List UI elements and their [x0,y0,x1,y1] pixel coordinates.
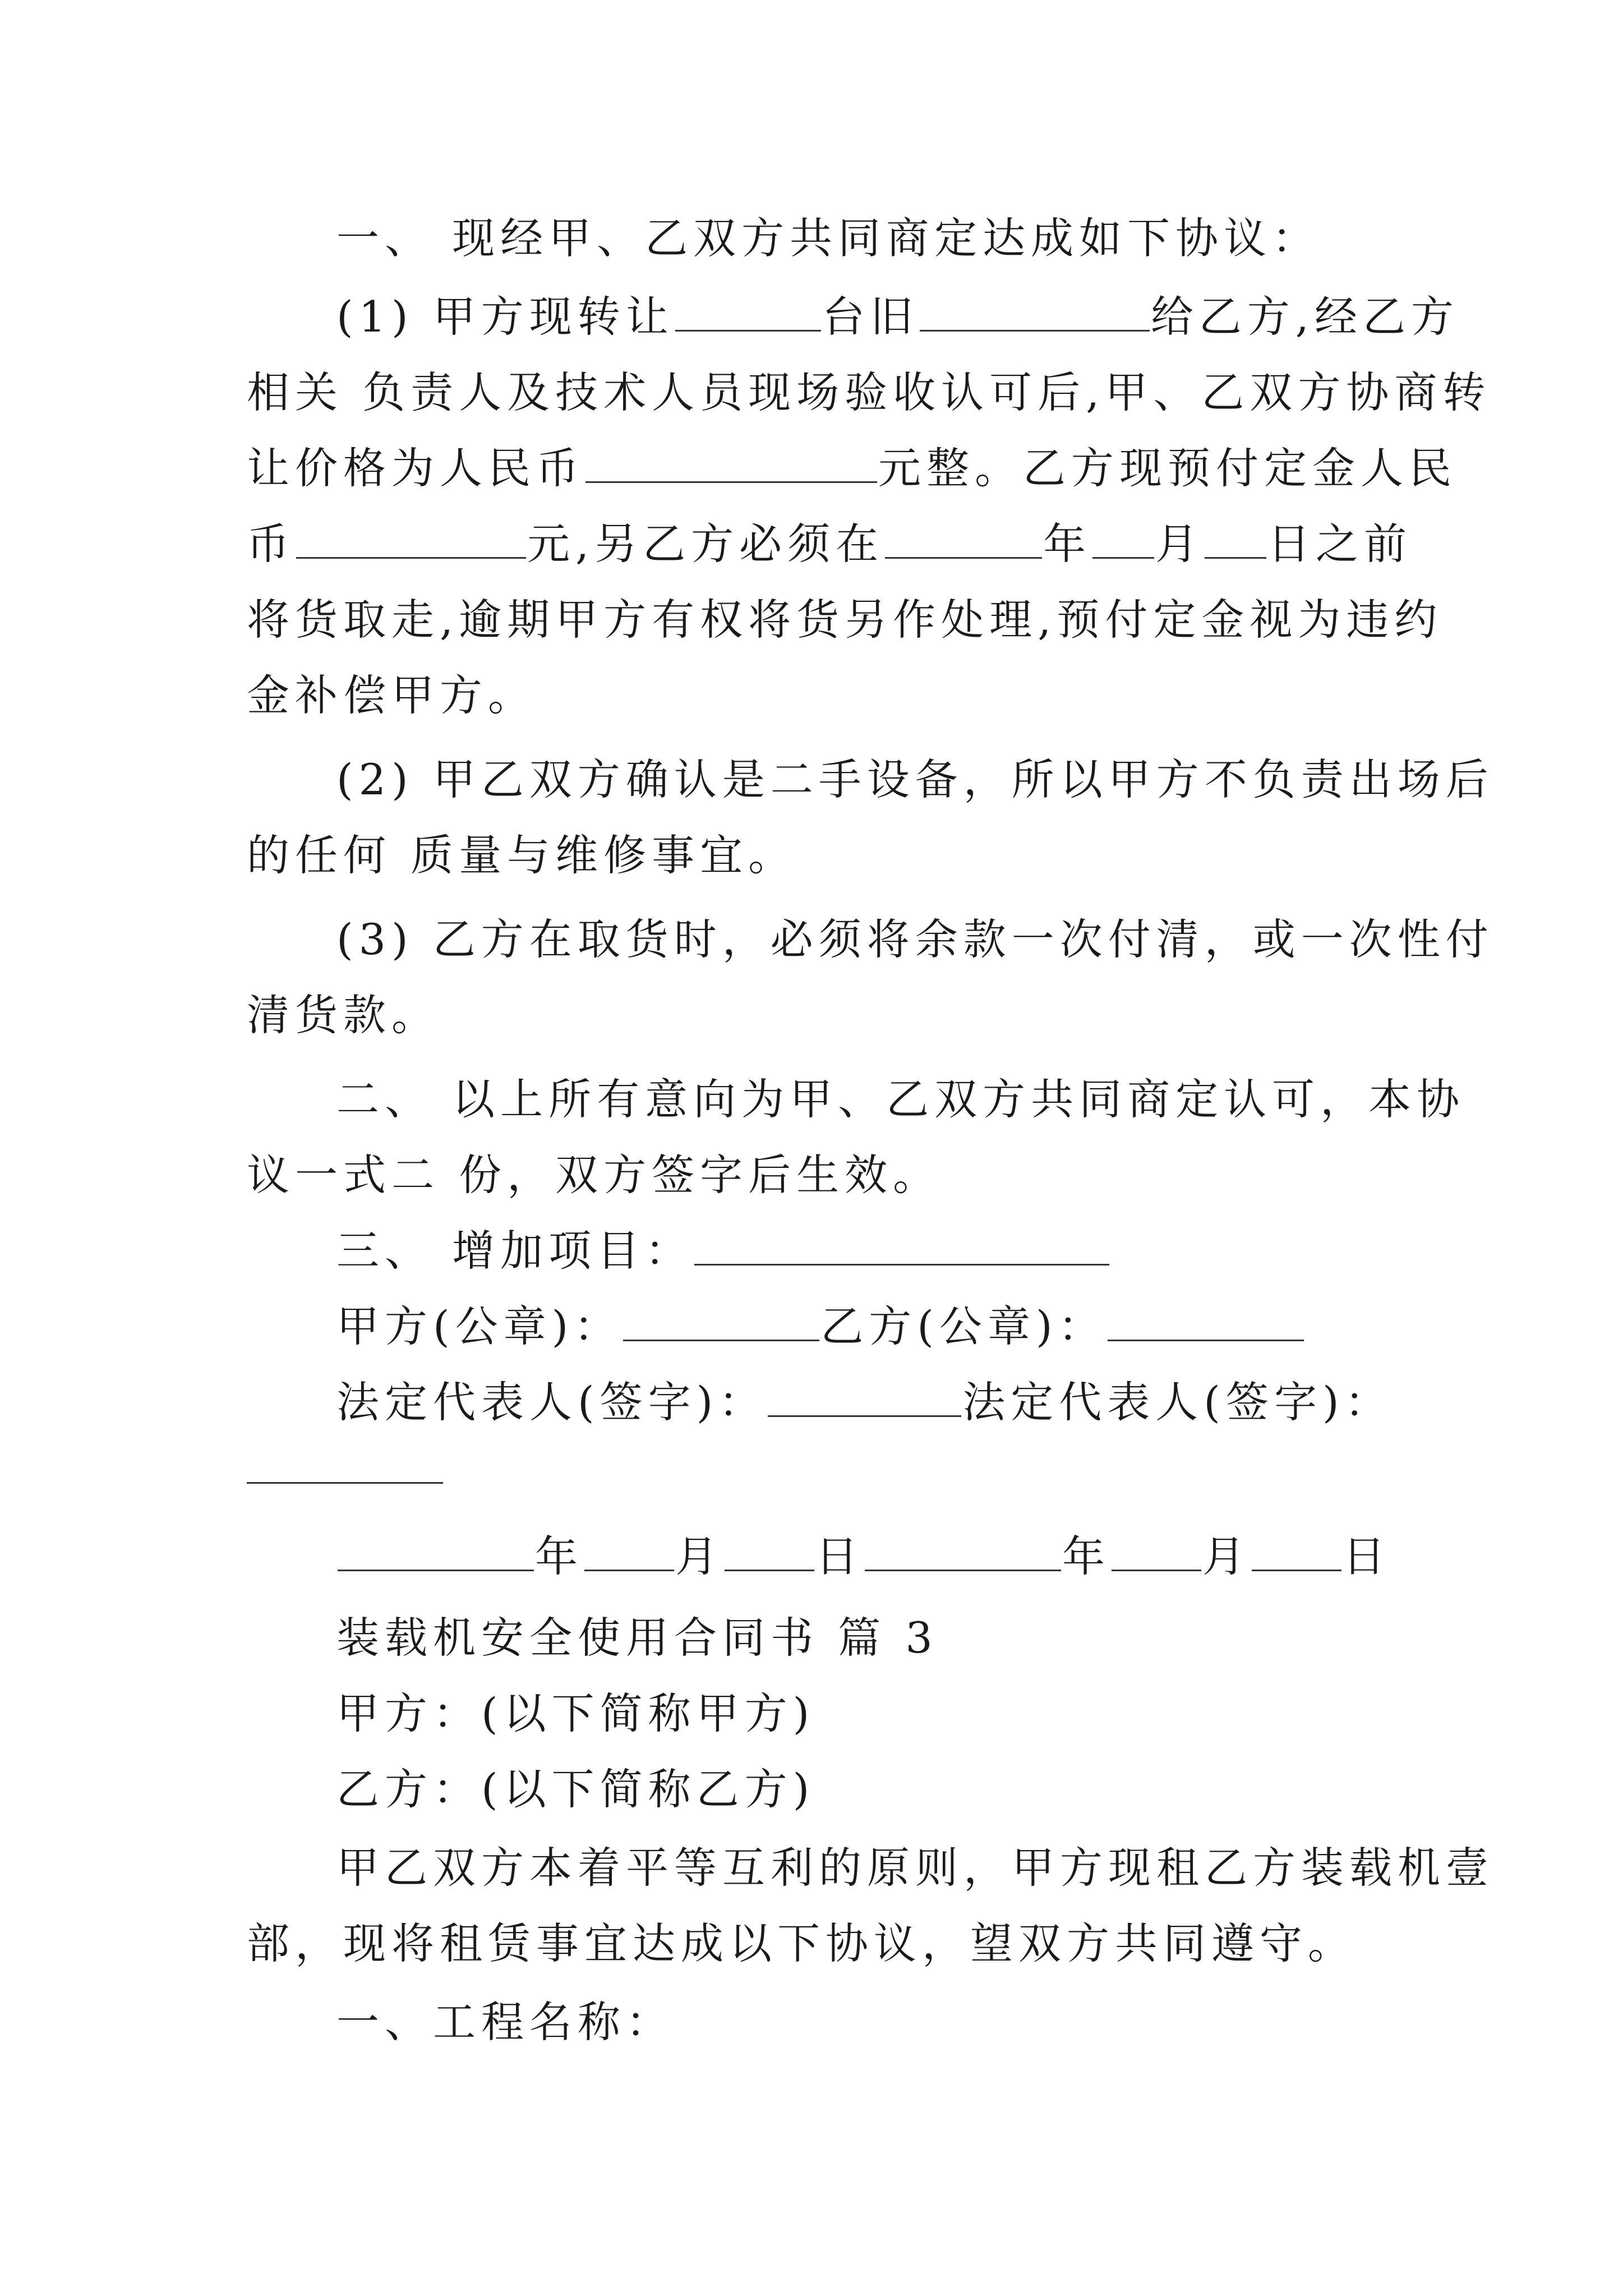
blank-month-b [1112,1535,1201,1571]
blank-party-b-seal [1108,1305,1304,1341]
representative-line: 法定代表人(签字)： 法定代表人(签字)： [336,1377,1393,1427]
blank-day [1205,522,1266,559]
blank-rep-b [247,1482,443,1484]
contract-3-party-a: 甲方：(以下简称甲方) [336,1688,815,1738]
clause-1-line-4: 币 元,另乙方必须在 年 月 日之前 [247,519,1413,569]
blank-rep-a [768,1381,961,1417]
contract-3-intro-line-1: 甲乙双方本着平等互利的原则，甲方现租乙方装载机壹 [336,1843,1494,1893]
blank-month [1092,522,1154,559]
clause-1-line-1: (1) 甲方现转让 台旧 给乙方,经乙方 [336,292,1459,342]
clause-3-line-1: (3) 乙方在取货时，必须将余款一次付清，或一次性付 [336,914,1494,964]
blank-quantity [675,295,821,332]
blank-party-a-seal [623,1305,819,1341]
section-two-line-1: 二、 以上所有意向为甲、乙双方共同商定认可，本协 [336,1074,1465,1124]
clause-3-line-2: 清货款。 [247,990,440,1040]
contract-3-item-one: 一、工程名称： [336,1997,674,2047]
clause-1-line-6: 金补偿甲方。 [247,670,536,720]
clause-1-line-2: 相关 负责人及技术人员现场验收认可后,甲、乙双方协商转 [247,367,1491,417]
clause-2-line-2: 的任何 质量与维修事宜。 [247,830,797,880]
blank-price [585,447,877,483]
blank-year-a [338,1535,534,1571]
clause-2-line-1: (2) 甲乙双方确认是二手设备，所以甲方不负责出场后 [336,754,1494,804]
clause-1-line-3: 让价格为人民币 元整。乙方现预付定金人民 [247,443,1457,493]
section-two-line-2: 议一式二 份，双方签字后生效。 [247,1150,942,1200]
blank-deposit [296,522,526,559]
seal-line: 甲方(公章)： 乙方(公章)： [336,1301,1305,1352]
blank-year [885,522,1042,559]
blank-day-b [1252,1535,1341,1571]
blank-month-a [584,1535,674,1571]
date-line: 年 月 日 年 月 日 [336,1531,1391,1582]
clause-1-line-5: 将货取走,逾期甲方有权将货另作处理,预付定金视为违约 [247,595,1443,645]
blank-day-a [725,1535,814,1571]
blank-year-b [865,1535,1061,1571]
blank-equipment [920,295,1150,332]
blank-additional-items [694,1229,1109,1266]
contract-3-party-b: 乙方：(以下简称乙方) [336,1764,815,1814]
contract-3-intro-line-2: 部，现将租赁事宜达成以下协议，望双方共同遵守。 [247,1918,1356,1968]
contract-3-title: 装载机安全使用合同书 篇 3 [336,1613,938,1663]
section-three-line: 三、 增加项目： [336,1226,1110,1276]
section-one-heading: 一、 现经甲、乙双方共同商定达成如下协议： [336,213,1321,263]
